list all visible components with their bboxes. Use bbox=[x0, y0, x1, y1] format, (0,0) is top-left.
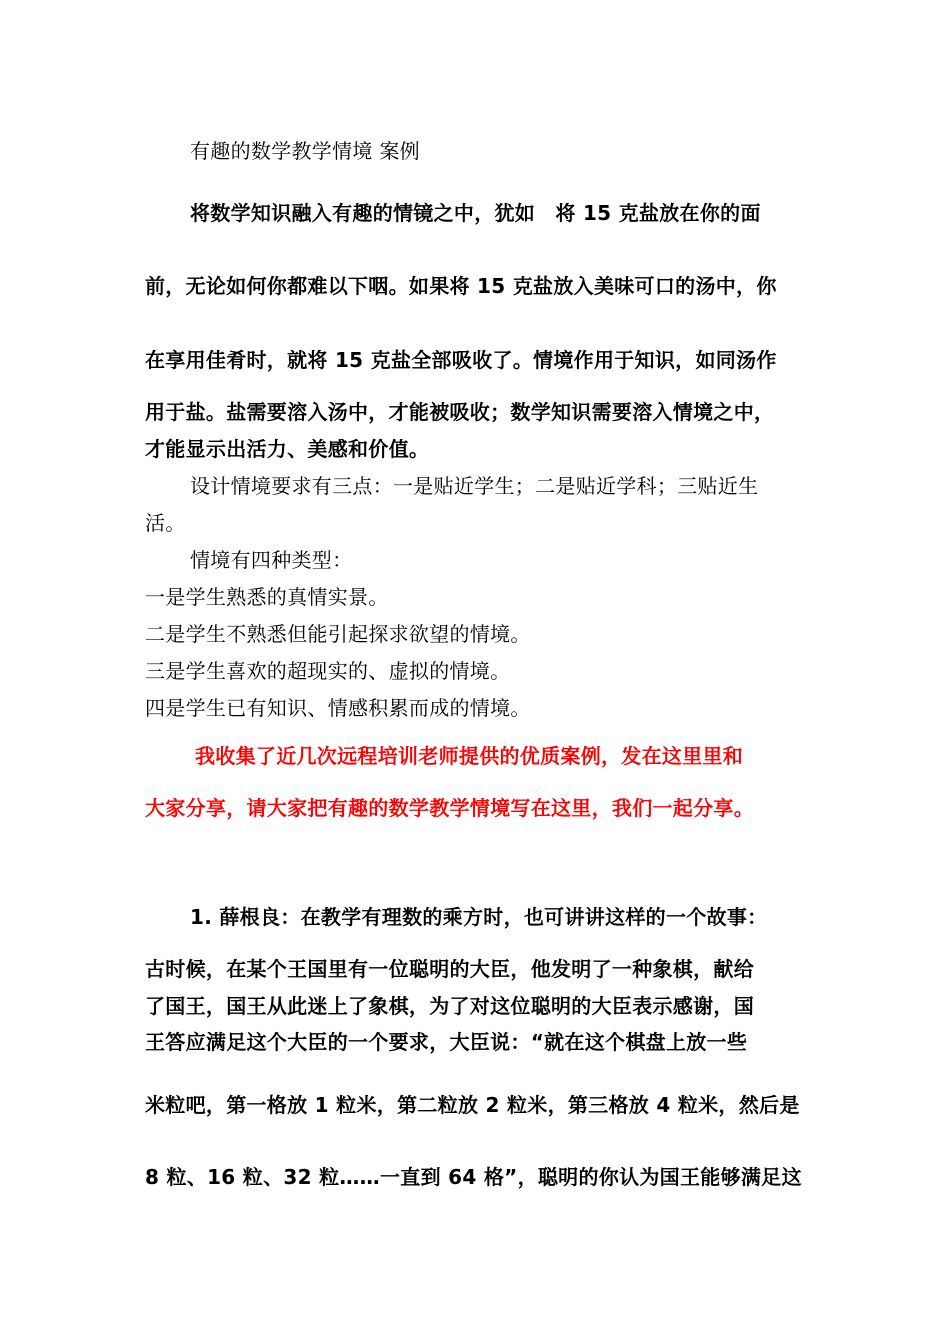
intro-line: 用于盐。盐需要溶入汤中，才能被吸收；数学知识需要溶入情境之中， bbox=[145, 400, 775, 424]
document-title: 有趣的数学教学情境 案例 bbox=[190, 139, 420, 163]
requirements-line: 活。 bbox=[145, 511, 186, 535]
type-item: 一是学生熟悉的真情实景。 bbox=[145, 585, 389, 609]
intro-line: 在享用佳肴时，就将 15 克盐全部吸收了。情境作用于知识，如同汤作 bbox=[145, 348, 777, 372]
intro-line: 前，无论如何你都难以下咽。如果将 15 克盐放入美味可口的汤中，你 bbox=[145, 274, 777, 298]
type-item: 二是学生不熟悉但能引起探求欲望的情境。 bbox=[145, 622, 531, 646]
intro-line: 才能显示出活力、美感和价值。 bbox=[145, 437, 430, 461]
type-item: 三是学生喜欢的超现实的、虚拟的情境。 bbox=[145, 659, 511, 683]
case-line: 8 粒、16 粒、32 粒……一直到 64 格”，聪明的你认为国王能够满足这 bbox=[145, 1165, 802, 1189]
type-item: 四是学生已有知识、情感积累而成的情境。 bbox=[145, 696, 531, 720]
notice-line: 我收集了近几次远程培训老师提供的优质案例，发在这里里和 bbox=[195, 744, 744, 768]
intro-line: 将数学知识融入有趣的情镜之中，犹如 将 15 克盐放在你的面 bbox=[190, 201, 761, 225]
notice-line: 大家分享，请大家把有趣的数学教学情境写在这里，我们一起分享。 bbox=[145, 796, 754, 820]
case-line: 1. 薛根良：在教学有理数的乘方时，也可讲讲这样的一个故事： bbox=[190, 905, 768, 929]
case-line: 了国王，国王从此迷上了象棋，为了对这位聪明的大臣表示感谢，国 bbox=[145, 994, 754, 1018]
case-line: 王答应满足这个大臣的一个要求，大臣说：“就在这个棋盘上放一些 bbox=[145, 1030, 748, 1054]
case-line: 古时候，在某个王国里有一位聪明的大臣，他发明了一种象棋，献给 bbox=[145, 957, 754, 981]
requirements-line: 设计情境要求有三点：一是贴近学生；二是贴近学科；三贴近生 bbox=[190, 474, 759, 498]
case-line: 米粒吧，第一格放 1 粒米，第二粒放 2 粒米，第三格放 4 粒米，然后是 bbox=[145, 1093, 800, 1117]
types-heading: 情境有四种类型： bbox=[190, 548, 353, 572]
